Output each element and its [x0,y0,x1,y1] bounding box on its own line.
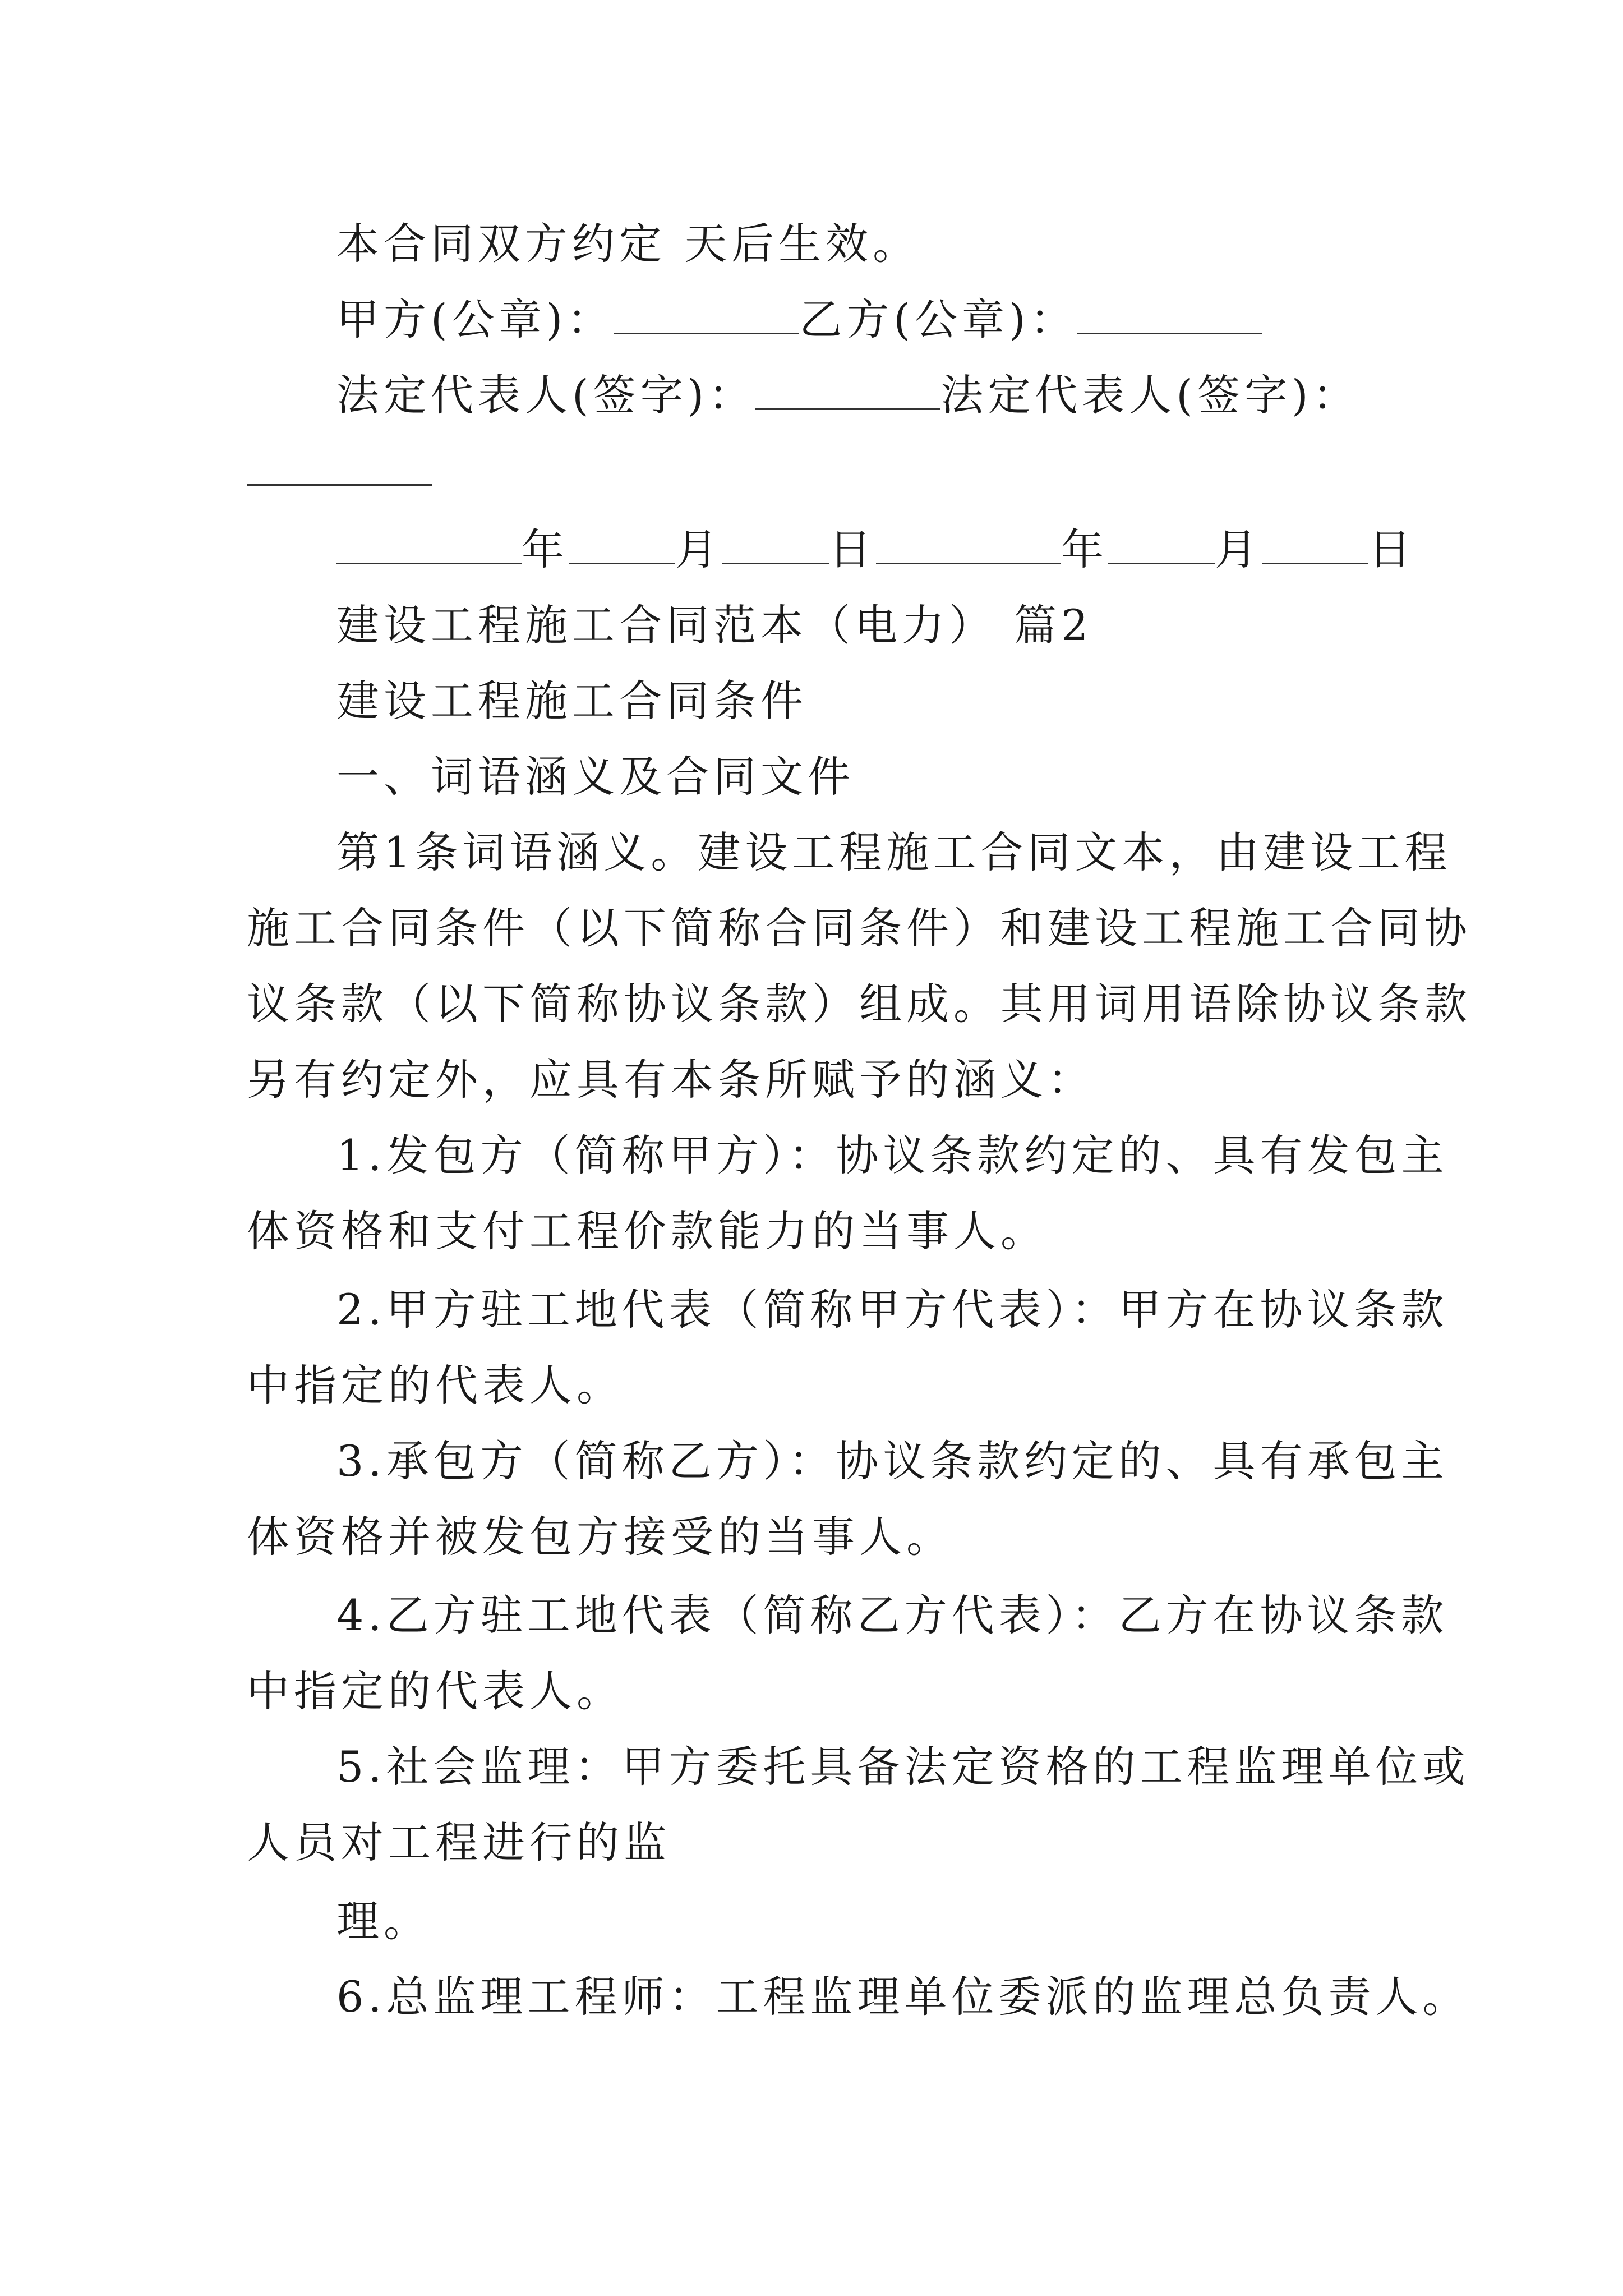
definition-text: 体资格并被发包方接受的当事人。 [247,1512,953,1562]
definition-text: 4.乙方驻工地代表（简称乙方代表）：乙方在协议条款 [336,1590,1449,1640]
definition-text: 5.社会监理：甲方委托具备法定资格的工程监理单位或 [336,1742,1470,1792]
definition-text: 体资格和支付工程价款能力的当事人。 [247,1206,1048,1256]
definition-item [336,1282,1449,1338]
definition-item [247,1358,624,1414]
definition-item [336,1588,1449,1644]
paragraph-text: 第1条词语涵义。建设工程施工合同文本，由建设工程 [336,827,1452,877]
definition-item [336,1893,431,1949]
signature-continuation [247,443,432,499]
party-a-rep-label: 法定代表人(签字)： [336,370,756,420]
subheading-text: 建设工程施工合同条件 [336,676,808,726]
definition-text: 6.总监理工程师：工程监理单位委派的监理总负责人。 [336,1972,1470,2022]
party-b-seal-label: 乙方(公章)： [799,295,1077,344]
section-heading [336,597,1093,654]
party-a-seal-label: 甲方(公章)： [336,295,615,344]
effective-clause: 本合同双方约定 天后生效。 [336,219,920,269]
party-b-seal-blank[interactable] [1077,293,1262,334]
chapter-heading [336,749,855,805]
paragraph-text: 议条款（以下简称协议条款）组成。其用词用语除协议条款 [247,979,1472,1029]
definition-text: 3.承包方（简称乙方）：协议条款约定的、具有承包主 [336,1436,1449,1486]
subheading [336,673,808,729]
section-heading-text: 建设工程施工合同范本（电力） 篇2 [336,600,1093,650]
chapter-heading-text: 一、词语涵义及合同文件 [336,752,855,802]
signature-line [336,367,1360,424]
paragraph-text: 施工合同条件（以下简称合同条件）和建设工程施工合同协 [247,903,1472,953]
date-a-day-blank[interactable] [722,523,829,564]
definition-item [247,1663,624,1719]
date-line [336,522,1415,578]
definition-item [336,1739,1470,1795]
party-a-rep-blank[interactable] [755,369,940,410]
definition-text: 理。 [336,1896,431,1946]
definition-text: 中指定的代表人。 [247,1360,624,1410]
date-b-day-blank[interactable] [1262,523,1368,564]
text-line [336,216,920,272]
definition-item [247,1509,953,1565]
party-a-seal-blank[interactable] [614,293,799,334]
definition-text: 2.甲方驻工地代表（简称甲方代表）：甲方在协议条款 [336,1285,1449,1335]
definition-item [336,1969,1470,2025]
date-a-year-blank[interactable] [336,523,522,564]
month-label: 月 [675,524,722,574]
seal-line [336,292,1262,348]
day-label: 日 [829,524,876,574]
date-a-month-blank[interactable] [569,523,675,564]
month-label: 月 [1215,524,1262,574]
date-b-year-blank[interactable] [876,523,1061,564]
definition-text: 人员对工程进行的监 [247,1818,671,1867]
definition-text: 中指定的代表人。 [247,1666,624,1716]
paragraph-line [247,1052,1095,1108]
paragraph-line [247,900,1472,956]
definition-item [247,1203,1048,1259]
paragraph-text: 另有约定外，应具有本条所赋予的涵义： [247,1055,1095,1105]
day-label: 日 [1368,524,1415,574]
year-label: 年 [522,524,569,574]
party-b-rep-label: 法定代表人(签字)： [940,370,1360,420]
paragraph-line [336,825,1451,881]
paragraph-line [247,976,1472,1032]
definition-text: 1.发包方（简称甲方）：协议条款约定的、具有发包主 [336,1130,1449,1180]
definition-item [247,1815,671,1871]
party-b-rep-blank[interactable] [247,445,432,486]
date-b-month-blank[interactable] [1108,523,1215,564]
definition-item [336,1433,1449,1489]
definition-item [336,1128,1449,1184]
year-label: 年 [1061,524,1108,574]
